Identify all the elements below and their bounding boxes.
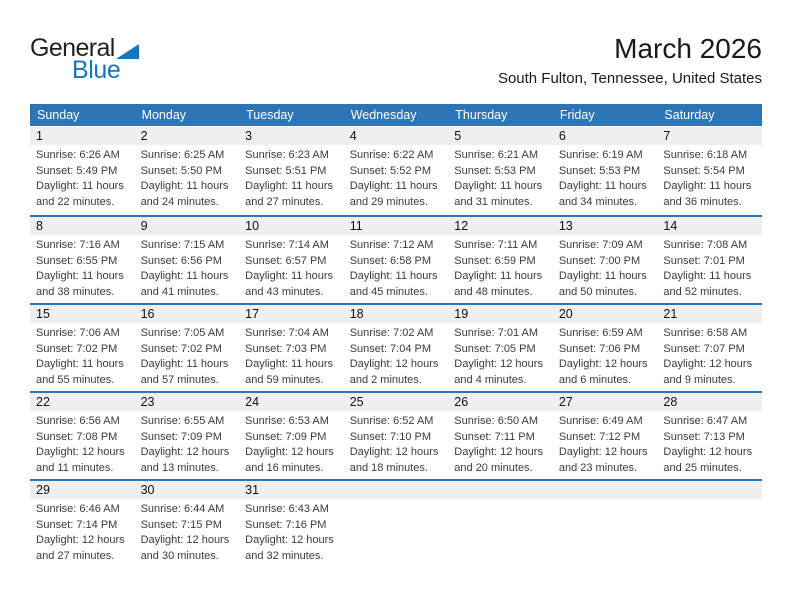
daylight-minutes-text: and 4 minutes. <box>454 373 527 386</box>
weekday-header <box>30 104 762 126</box>
day-details <box>135 411 240 476</box>
day-number: 22 <box>30 393 135 411</box>
day-cell <box>239 393 344 479</box>
daylight-hours-text: Daylight: 11 hours <box>245 270 333 282</box>
day-details <box>657 145 762 210</box>
sunrise-text: Sunrise: 6:49 AM <box>558 415 643 427</box>
day-cell-empty <box>344 481 449 567</box>
daylight-hours-text: Daylight: 12 hours <box>36 534 125 546</box>
calendar <box>30 104 762 567</box>
day-cell <box>657 127 762 215</box>
day-details <box>135 499 240 564</box>
daylight-minutes-text: and 23 minutes. <box>558 461 638 474</box>
sunrise-text: Sunrise: 6:58 AM <box>663 327 748 339</box>
daylight-minutes-text: and 27 minutes. <box>36 549 115 562</box>
sunrise-text: Sunrise: 6:43 AM <box>245 503 329 515</box>
weekday-friday: Friday <box>559 108 595 122</box>
day-number: 4 <box>344 127 449 145</box>
day-cell <box>553 217 658 303</box>
daylight-minutes-text: and 36 minutes. <box>663 195 742 208</box>
day-cell <box>344 305 449 391</box>
daylight-minutes-text: and 55 minutes. <box>36 373 115 386</box>
sunrise-text: Sunrise: 7:14 AM <box>245 239 329 251</box>
day-cell <box>135 127 240 215</box>
sunrise-text: Sunrise: 6:50 AM <box>454 415 539 427</box>
day-number: 28 <box>657 393 762 411</box>
day-cell <box>657 217 762 303</box>
daylight-minutes-text: and 6 minutes. <box>558 373 631 386</box>
daylight-minutes-text: and 13 minutes. <box>140 461 219 474</box>
week-row <box>30 303 762 391</box>
day-details <box>30 411 135 476</box>
day-number: 26 <box>448 393 553 411</box>
day-number: 21 <box>657 305 762 323</box>
day-cell-empty <box>553 481 658 567</box>
daylight-hours-text: Daylight: 12 hours <box>349 358 439 370</box>
day-cell <box>344 393 449 479</box>
day-number: 9 <box>135 217 240 235</box>
sunset-text: Sunset: 6:57 PM <box>245 254 327 267</box>
week-row <box>30 391 762 479</box>
daylight-hours-text: Daylight: 12 hours <box>140 534 230 546</box>
day-cell <box>30 127 135 215</box>
daylight-minutes-text: and 59 minutes. <box>245 373 324 386</box>
day-details <box>239 411 344 476</box>
day-cell <box>30 305 135 391</box>
sunrise-text: Sunrise: 6:25 AM <box>140 149 225 161</box>
day-details <box>448 323 553 388</box>
day-details <box>239 145 344 210</box>
logo-blue-text: Blue <box>72 56 121 84</box>
day-cell-empty <box>448 481 553 567</box>
daylight-minutes-text: and 38 minutes. <box>36 285 115 298</box>
sunset-text: Sunset: 5:53 PM <box>558 164 641 177</box>
day-number: 10 <box>239 217 344 235</box>
day-number: 25 <box>344 393 449 411</box>
sunset-text: Sunset: 6:58 PM <box>349 254 432 267</box>
week-row <box>30 215 762 303</box>
sunrise-text: Sunrise: 7:04 AM <box>245 327 329 339</box>
sunset-text: Sunset: 7:13 PM <box>663 430 745 443</box>
day-details <box>553 145 658 210</box>
daylight-hours-text: Daylight: 11 hours <box>245 358 333 370</box>
daylight-minutes-text: and 29 minutes. <box>349 195 428 208</box>
sunset-text: Sunset: 7:14 PM <box>36 518 118 531</box>
logo <box>30 36 160 83</box>
day-cell <box>135 217 240 303</box>
daylight-minutes-text: and 9 minutes. <box>663 373 736 386</box>
day-details <box>553 411 658 476</box>
sunrise-text: Sunrise: 7:02 AM <box>349 327 434 339</box>
daylight-minutes-text: and 30 minutes. <box>140 549 219 562</box>
day-details <box>448 235 553 300</box>
daylight-hours-text: Daylight: 12 hours <box>663 358 753 370</box>
sunrise-text: Sunrise: 7:12 AM <box>349 239 434 251</box>
sunrise-text: Sunrise: 6:26 AM <box>36 149 120 161</box>
day-cell <box>344 127 449 215</box>
day-cell <box>448 305 553 391</box>
day-cell <box>657 393 762 479</box>
sunset-text: Sunset: 7:12 PM <box>558 430 641 443</box>
weekday-thursday: Thursday <box>455 108 508 122</box>
daylight-hours-text: Daylight: 11 hours <box>558 270 647 282</box>
day-number: 30 <box>135 481 240 499</box>
daylight-hours-text: Daylight: 12 hours <box>36 446 125 458</box>
daylight-hours-text: Daylight: 11 hours <box>140 358 229 370</box>
sunset-text: Sunset: 7:05 PM <box>454 342 536 355</box>
day-cell <box>553 305 658 391</box>
day-cell <box>135 305 240 391</box>
daylight-minutes-text: and 52 minutes. <box>663 285 742 298</box>
day-number: 24 <box>239 393 344 411</box>
weekday-tuesday: Tuesday <box>246 108 294 122</box>
daylight-minutes-text: and 16 minutes. <box>245 461 324 474</box>
sunset-text: Sunset: 7:01 PM <box>663 254 745 267</box>
daylight-hours-text: Daylight: 12 hours <box>140 446 230 458</box>
day-details <box>135 235 240 300</box>
daylight-hours-text: Daylight: 12 hours <box>349 446 439 458</box>
daylight-minutes-text: and 43 minutes. <box>245 285 324 298</box>
sunset-text: Sunset: 7:04 PM <box>349 342 432 355</box>
daylight-minutes-text: and 24 minutes. <box>140 195 219 208</box>
week-row <box>30 479 762 567</box>
day-cell <box>553 393 658 479</box>
sunset-text: Sunset: 7:06 PM <box>558 342 641 355</box>
day-details <box>135 145 240 210</box>
day-cell-empty <box>657 481 762 567</box>
sunset-text: Sunset: 6:56 PM <box>140 254 222 267</box>
daylight-hours-text: Daylight: 11 hours <box>349 270 438 282</box>
daylight-hours-text: Daylight: 12 hours <box>558 446 648 458</box>
day-number: 3 <box>239 127 344 145</box>
day-details <box>657 235 762 300</box>
sunrise-text: Sunrise: 7:01 AM <box>454 327 539 339</box>
day-details <box>239 499 344 564</box>
day-number: 16 <box>135 305 240 323</box>
sunset-text: Sunset: 7:11 PM <box>454 430 535 443</box>
day-cell <box>239 481 344 567</box>
calendar-weeks <box>30 127 762 567</box>
daylight-minutes-text: and 31 minutes. <box>454 195 533 208</box>
sunrise-text: Sunrise: 6:56 AM <box>36 415 120 427</box>
sunrise-text: Sunrise: 6:18 AM <box>663 149 748 161</box>
daylight-minutes-text: and 2 minutes. <box>349 373 422 386</box>
daylight-minutes-text: and 20 minutes. <box>454 461 533 474</box>
sunrise-text: Sunrise: 6:53 AM <box>245 415 329 427</box>
daylight-hours-text: Daylight: 11 hours <box>36 180 124 192</box>
sunrise-text: Sunrise: 7:05 AM <box>140 327 225 339</box>
daylight-hours-text: Daylight: 12 hours <box>454 358 543 370</box>
day-number: 5 <box>448 127 553 145</box>
day-details <box>344 145 449 210</box>
sunrise-text: Sunrise: 7:08 AM <box>663 239 748 251</box>
sunrise-text: Sunrise: 7:09 AM <box>558 239 643 251</box>
sunrise-text: Sunrise: 6:59 AM <box>558 327 643 339</box>
sunset-text: Sunset: 7:02 PM <box>140 342 222 355</box>
daylight-hours-text: Daylight: 11 hours <box>454 270 543 282</box>
day-number-strip-empty <box>344 481 449 499</box>
day-cell <box>135 481 240 567</box>
day-number: 1 <box>30 127 135 145</box>
day-cell <box>553 127 658 215</box>
header <box>30 0 762 104</box>
daylight-hours-text: Daylight: 12 hours <box>663 446 753 458</box>
day-number: 18 <box>344 305 449 323</box>
sunrise-text: Sunrise: 6:46 AM <box>36 503 120 515</box>
day-number: 14 <box>657 217 762 235</box>
day-details <box>553 235 658 300</box>
day-cell <box>135 393 240 479</box>
sunset-text: Sunset: 6:55 PM <box>36 254 118 267</box>
daylight-hours-text: Daylight: 11 hours <box>663 180 752 192</box>
daylight-minutes-text: and 48 minutes. <box>454 285 533 298</box>
day-cell <box>448 393 553 479</box>
sunrise-text: Sunrise: 7:06 AM <box>36 327 120 339</box>
daylight-hours-text: Daylight: 12 hours <box>558 358 648 370</box>
sunrise-text: Sunrise: 7:11 AM <box>454 239 538 251</box>
sunrise-text: Sunrise: 6:22 AM <box>349 149 434 161</box>
daylight-hours-text: Daylight: 12 hours <box>454 446 543 458</box>
day-details <box>30 323 135 388</box>
day-cell <box>239 127 344 215</box>
daylight-minutes-text: and 34 minutes. <box>558 195 638 208</box>
day-cell <box>30 481 135 567</box>
day-details <box>30 499 135 564</box>
day-details <box>135 323 240 388</box>
day-number: 12 <box>448 217 553 235</box>
day-details <box>448 145 553 210</box>
day-details <box>344 323 449 388</box>
day-number: 11 <box>344 217 449 235</box>
sunrise-text: Sunrise: 7:15 AM <box>140 239 225 251</box>
day-number: 7 <box>657 127 762 145</box>
sunrise-text: Sunrise: 6:19 AM <box>558 149 643 161</box>
day-number: 31 <box>239 481 344 499</box>
page-title: March 2026 <box>614 33 762 64</box>
day-cell <box>239 305 344 391</box>
sunset-text: Sunset: 5:51 PM <box>245 164 327 177</box>
day-number: 8 <box>30 217 135 235</box>
day-number-strip-empty <box>553 481 658 499</box>
daylight-minutes-text: and 27 minutes. <box>245 195 324 208</box>
day-number: 29 <box>30 481 135 499</box>
daylight-hours-text: Daylight: 11 hours <box>454 180 543 192</box>
daylight-minutes-text: and 11 minutes. <box>36 461 114 474</box>
daylight-hours-text: Daylight: 11 hours <box>140 270 229 282</box>
sunset-text: Sunset: 5:52 PM <box>349 164 432 177</box>
daylight-minutes-text: and 41 minutes. <box>140 285 219 298</box>
day-cell <box>239 217 344 303</box>
sunrise-text: Sunrise: 6:21 AM <box>454 149 539 161</box>
page-subtitle: South Fulton, Tennessee, United States <box>497 70 762 87</box>
daylight-hours-text: Daylight: 11 hours <box>558 180 647 192</box>
sunset-text: Sunset: 7:10 PM <box>349 430 432 443</box>
daylight-minutes-text: and 50 minutes. <box>558 285 638 298</box>
sunset-text: Sunset: 5:54 PM <box>663 164 745 177</box>
day-details <box>448 411 553 476</box>
daylight-minutes-text: and 45 minutes. <box>349 285 428 298</box>
day-cell <box>344 217 449 303</box>
daylight-minutes-text: and 22 minutes. <box>36 195 115 208</box>
sunset-text: Sunset: 5:53 PM <box>454 164 536 177</box>
weekday-monday: Monday <box>141 108 187 122</box>
sunset-text: Sunset: 7:08 PM <box>36 430 118 443</box>
day-number: 15 <box>30 305 135 323</box>
day-cell <box>448 217 553 303</box>
day-number: 13 <box>553 217 658 235</box>
day-details <box>239 323 344 388</box>
logo-general-text: General <box>30 34 115 62</box>
sunrise-text: Sunrise: 6:52 AM <box>349 415 434 427</box>
sunrise-text: Sunrise: 6:44 AM <box>140 503 225 515</box>
sunset-text: Sunset: 7:15 PM <box>140 518 222 531</box>
sunrise-text: Sunrise: 6:47 AM <box>663 415 748 427</box>
daylight-hours-text: Daylight: 11 hours <box>36 358 124 370</box>
sunrise-text: Sunrise: 6:23 AM <box>245 149 329 161</box>
sunset-text: Sunset: 7:16 PM <box>245 518 327 531</box>
sunrise-text: Sunrise: 6:55 AM <box>140 415 225 427</box>
day-details <box>30 235 135 300</box>
day-details <box>30 145 135 210</box>
sunset-text: Sunset: 7:07 PM <box>663 342 745 355</box>
day-number-strip-empty <box>448 481 553 499</box>
daylight-hours-text: Daylight: 12 hours <box>245 534 334 546</box>
day-details <box>344 235 449 300</box>
daylight-hours-text: Daylight: 11 hours <box>349 180 438 192</box>
daylight-hours-text: Daylight: 11 hours <box>140 180 229 192</box>
sunset-text: Sunset: 5:49 PM <box>36 164 118 177</box>
day-details <box>553 323 658 388</box>
day-number-strip-empty <box>657 481 762 499</box>
day-cell <box>657 305 762 391</box>
daylight-hours-text: Daylight: 11 hours <box>36 270 124 282</box>
sunset-text: Sunset: 7:02 PM <box>36 342 118 355</box>
weekday-saturday: Saturday <box>664 108 715 122</box>
day-number: 23 <box>135 393 240 411</box>
day-cell <box>30 393 135 479</box>
sunset-text: Sunset: 7:09 PM <box>140 430 222 443</box>
week-row <box>30 127 762 215</box>
daylight-minutes-text: and 18 minutes. <box>349 461 428 474</box>
day-details <box>344 411 449 476</box>
day-number: 20 <box>553 305 658 323</box>
day-details <box>239 235 344 300</box>
daylight-minutes-text: and 57 minutes. <box>140 373 219 386</box>
daylight-hours-text: Daylight: 12 hours <box>245 446 334 458</box>
sunset-text: Sunset: 7:09 PM <box>245 430 327 443</box>
daylight-hours-text: Daylight: 11 hours <box>663 270 752 282</box>
sunset-text: Sunset: 5:50 PM <box>140 164 222 177</box>
sunset-text: Sunset: 7:00 PM <box>558 254 641 267</box>
day-number: 6 <box>553 127 658 145</box>
weekday-sunday: Sunday <box>37 108 80 122</box>
sunset-text: Sunset: 6:59 PM <box>454 254 536 267</box>
sunset-text: Sunset: 7:03 PM <box>245 342 327 355</box>
day-details <box>657 411 762 476</box>
title-block <box>498 32 762 89</box>
sunrise-text: Sunrise: 7:16 AM <box>36 239 120 251</box>
day-cell <box>448 127 553 215</box>
day-cell <box>30 217 135 303</box>
daylight-minutes-text: and 32 minutes. <box>245 549 324 562</box>
day-number: 2 <box>135 127 240 145</box>
daylight-hours-text: Daylight: 11 hours <box>245 180 333 192</box>
day-number: 17 <box>239 305 344 323</box>
daylight-minutes-text: and 25 minutes. <box>663 461 742 474</box>
day-details <box>657 323 762 388</box>
day-number: 19 <box>448 305 553 323</box>
weekday-wednesday: Wednesday <box>350 108 417 122</box>
day-number: 27 <box>553 393 658 411</box>
